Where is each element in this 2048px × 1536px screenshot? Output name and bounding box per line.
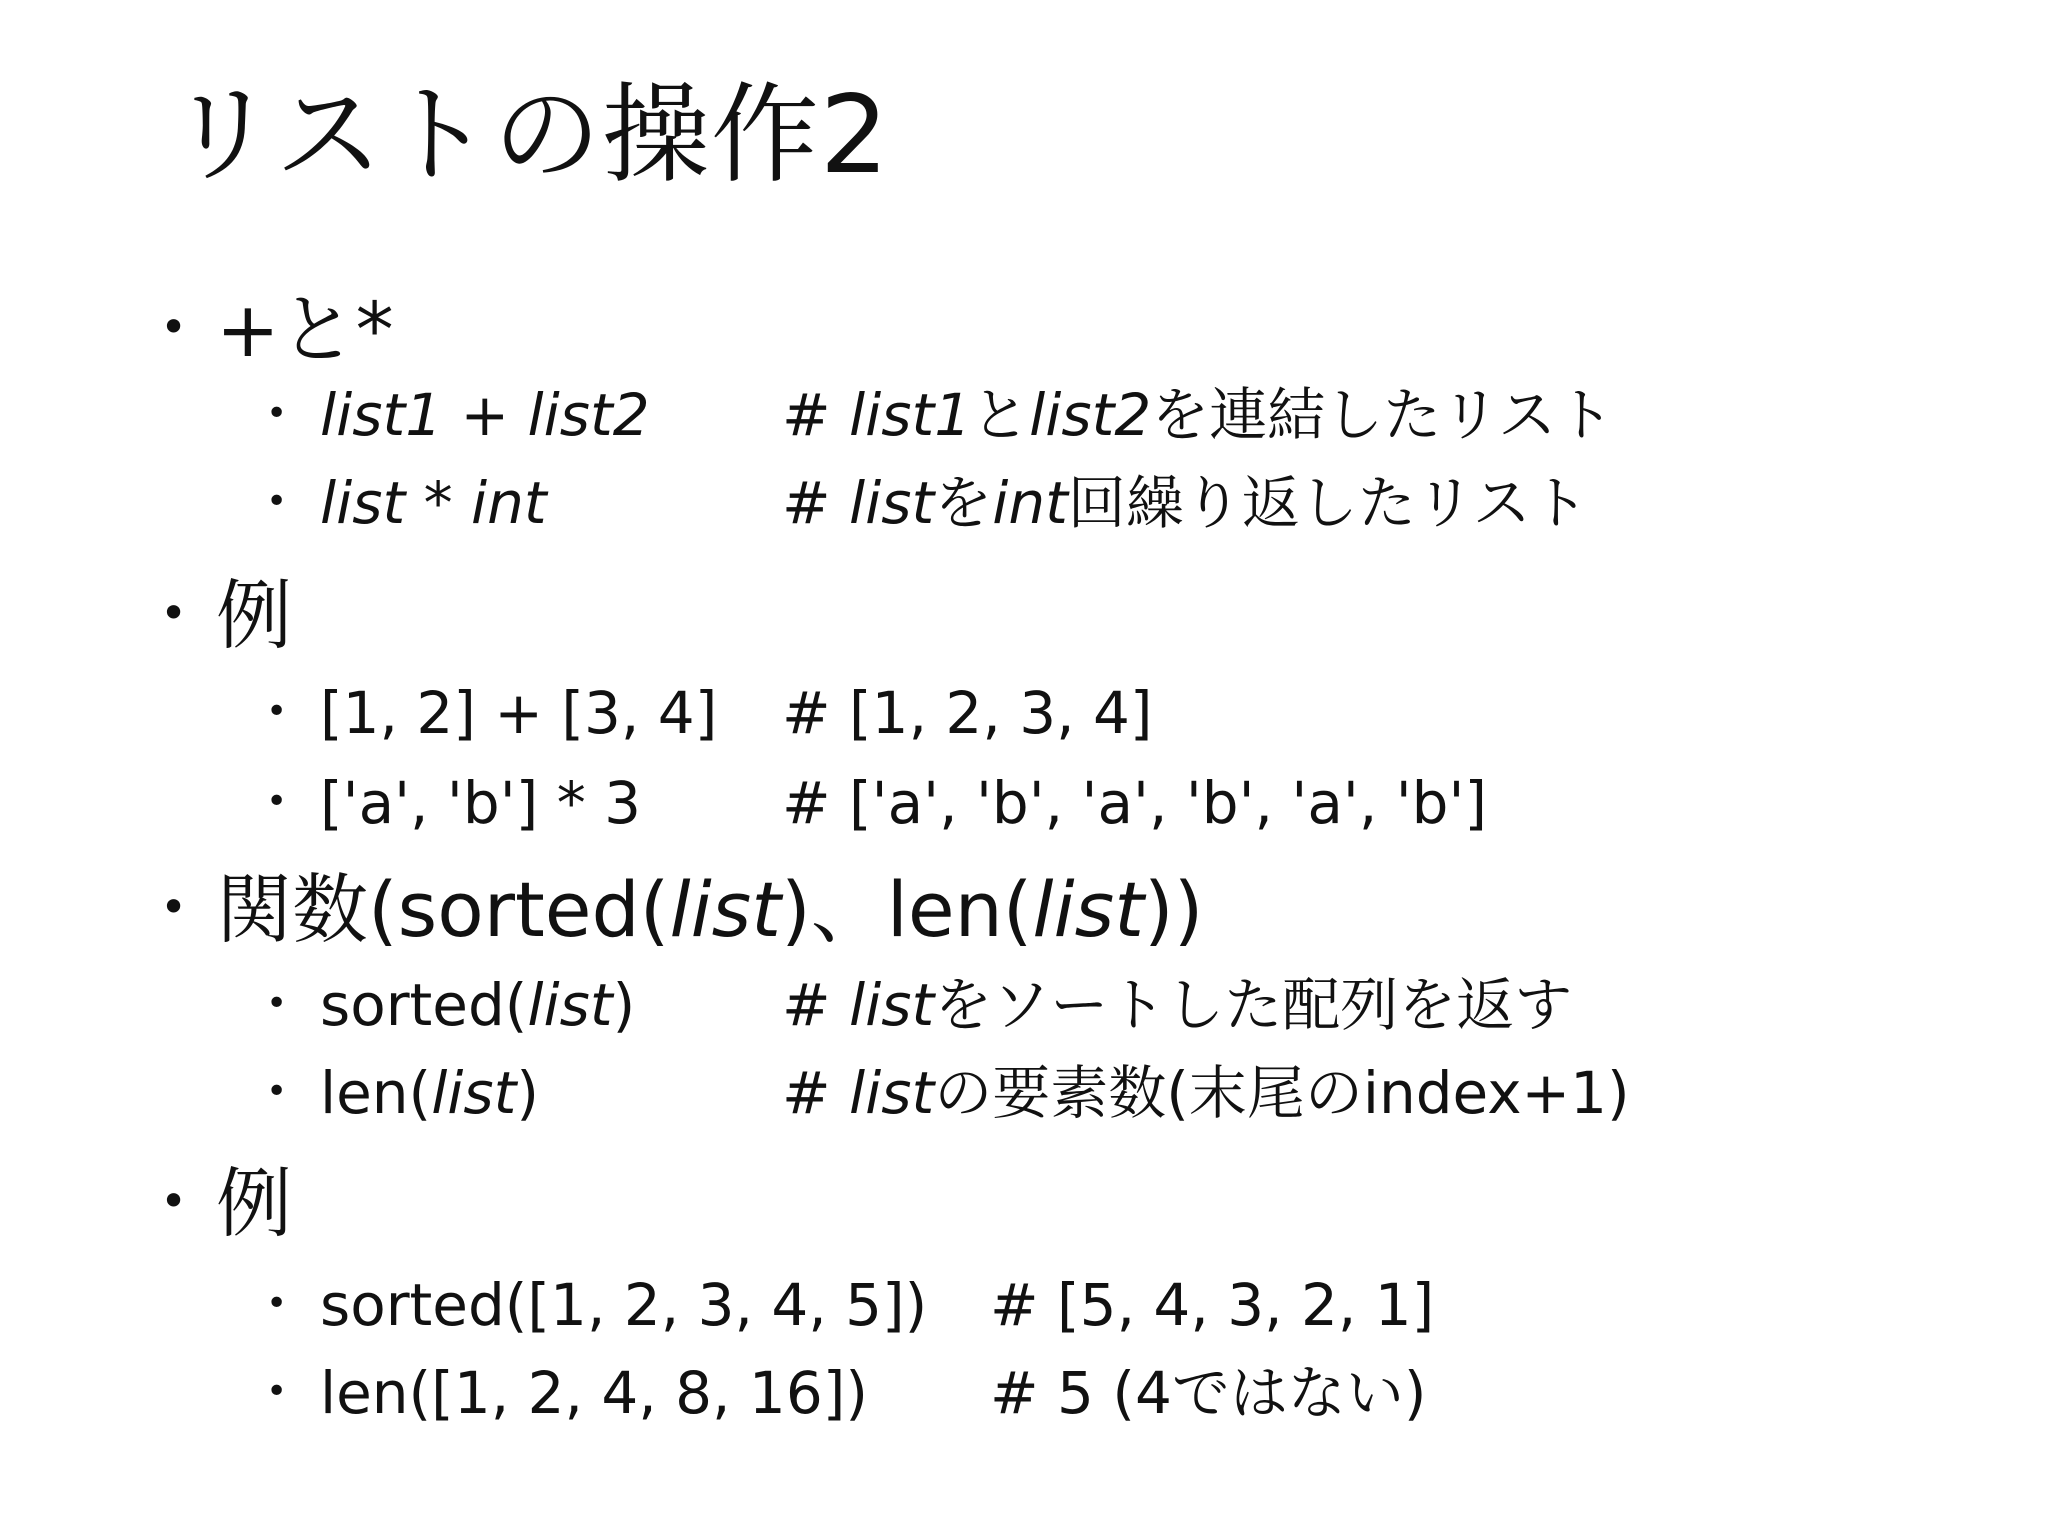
heading-italic: list xyxy=(1032,865,1145,954)
code-text: len([1, 2, 4, 8, 16]) xyxy=(320,1359,868,1427)
comment-text-part: をソートした配列を返す xyxy=(934,971,1573,1039)
comment-text: # [1, 2, 3, 4] xyxy=(782,679,1153,747)
comment-text-part: と xyxy=(971,381,1030,449)
code-text: list1 + list2 xyxy=(320,381,650,449)
comment-prefix: # xyxy=(782,381,850,449)
bullet-dot: • xyxy=(266,1071,288,1112)
comment-italic: list2 xyxy=(1029,381,1152,449)
heading-text: 例 xyxy=(216,1159,292,1248)
comment-italic: list xyxy=(849,1059,935,1127)
heading-text: +と* xyxy=(216,285,394,374)
comment-text: # 5 (4ではない) xyxy=(990,1359,1427,1427)
bullet-dot: • xyxy=(266,691,288,732)
code-text xyxy=(320,971,636,1039)
code-italic: list xyxy=(431,1059,517,1127)
comment-italic: list xyxy=(849,971,935,1039)
comment-text-part: の要素数(末尾のindex+1) xyxy=(934,1059,1630,1127)
code-text xyxy=(320,1059,540,1127)
comment-text xyxy=(782,1059,1630,1127)
bullet-dot: • xyxy=(160,1174,188,1228)
comment-prefix: # xyxy=(782,469,850,537)
heading-part: 関数(sorted( xyxy=(216,865,670,954)
bullet-dot: • xyxy=(266,1371,288,1412)
comment-italic: list xyxy=(849,469,935,537)
comment-text: # [5, 4, 3, 2, 1] xyxy=(990,1271,1435,1339)
heading-part: )) xyxy=(1144,865,1204,954)
comment-italic: list1 xyxy=(849,381,972,449)
bullet-dot: • xyxy=(160,880,188,934)
code-part: len( xyxy=(320,1059,432,1127)
bullet-dot: • xyxy=(266,983,288,1024)
code-text: [1, 2] + [3, 4] xyxy=(320,679,718,747)
heading-text: 例 xyxy=(216,571,292,660)
heading-part: )、len( xyxy=(781,865,1033,954)
code-part: ) xyxy=(516,1059,540,1127)
comment-text-part: を xyxy=(934,469,993,537)
bullet-dot: • xyxy=(160,586,188,640)
comment-text xyxy=(782,971,1573,1039)
code-part: ) xyxy=(612,971,636,1039)
bullet-dot: • xyxy=(266,481,288,522)
code-italic: list xyxy=(527,971,613,1039)
heading-text xyxy=(216,865,1204,954)
bullet-dot: • xyxy=(266,1283,288,1324)
bullet-dot: • xyxy=(266,781,288,822)
code-text: sorted([1, 2, 3, 4, 5]) xyxy=(320,1271,928,1339)
comment-text: # ['a', 'b', 'a', 'b', 'a', 'b'] xyxy=(782,769,1488,837)
code-part: sorted( xyxy=(320,971,528,1039)
bullet-dot: • xyxy=(266,393,288,434)
comment-prefix: # xyxy=(782,971,850,1039)
comment-prefix: # xyxy=(782,1059,850,1127)
comment-italic: int xyxy=(992,469,1068,537)
code-text: ['a', 'b'] * 3 xyxy=(320,769,642,837)
heading-italic: list xyxy=(669,865,782,954)
comment-text xyxy=(782,381,1615,449)
comment-text xyxy=(782,469,1589,537)
code-text: list * int xyxy=(320,469,547,537)
bullet-dot: • xyxy=(160,300,188,354)
comment-text-part: を連結したリスト xyxy=(1151,381,1615,449)
comment-text-part: 回繰り返したリスト xyxy=(1067,469,1589,537)
slide-title: リストの操作2 xyxy=(168,73,890,198)
